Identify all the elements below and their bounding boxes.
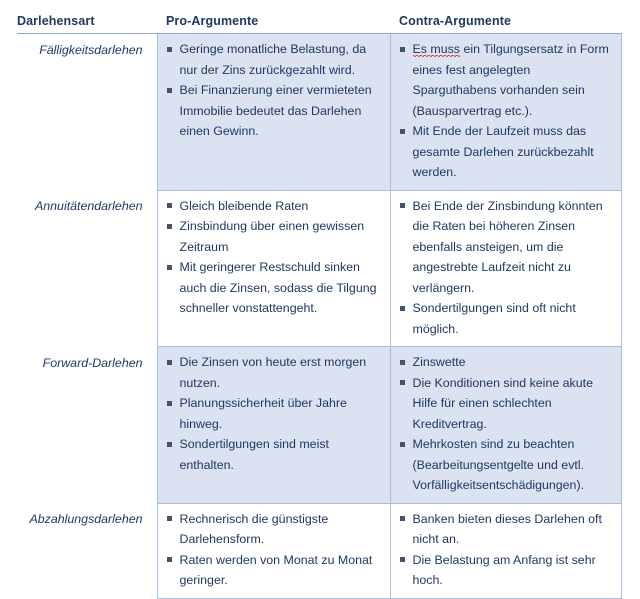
bullet-square-icon	[400, 442, 405, 447]
contra-arguments-cell	[390, 503, 621, 598]
bullet-square-icon	[167, 265, 172, 270]
contra-argument-text: Mehrkosten sind zu beachten (Bearbeitungsentgelte und evtl. Vorfälligkeitsentschädigungen).	[412, 437, 585, 492]
loan-type-cell: Annuitätendarlehen	[17, 190, 157, 347]
contra-arguments-cell	[390, 347, 621, 504]
bullet-square-icon	[400, 557, 405, 562]
pro-argument-item	[166, 393, 384, 434]
contra-argument-text: Banken bieten dieses Darlehen oft nicht an.	[412, 511, 602, 546]
bullet-square-icon	[167, 516, 172, 521]
pro-arguments-cell	[157, 347, 390, 504]
bullet-square-icon	[400, 380, 405, 385]
contra-argument-item	[399, 434, 615, 496]
bullet-square-icon	[167, 203, 172, 208]
contra-argument-item	[399, 373, 615, 435]
contra-argument-item	[399, 196, 615, 299]
table-body	[17, 34, 621, 599]
pro-argument-item	[166, 216, 384, 257]
contra-argument-item	[399, 298, 615, 339]
pro-argument-list	[166, 39, 384, 142]
bullet-square-icon	[167, 47, 172, 52]
contra-argument-list	[399, 509, 615, 591]
pro-argument-item	[166, 352, 384, 393]
table-row	[17, 503, 621, 598]
bullet-square-icon	[400, 360, 405, 365]
contra-argument-item	[399, 352, 615, 373]
pro-argument-text: Planungssicherheit über Jahre hinweg.	[179, 396, 347, 431]
bullet-square-icon	[400, 203, 405, 208]
pro-argument-item	[166, 434, 384, 475]
bullet-square-icon	[167, 557, 172, 562]
contra-argument-text: Mit Ende der Laufzeit muss das gesamte Darlehen zurückbezahlt werden.	[412, 124, 594, 179]
pro-argument-text: Zinsbindung über einen gewissen Zeitraum	[179, 219, 365, 254]
contra-argument-item	[399, 509, 615, 550]
table-row	[17, 34, 621, 191]
pro-argument-list	[166, 352, 384, 475]
bullet-square-icon	[400, 129, 405, 134]
pro-argument-item	[166, 257, 384, 319]
pro-argument-text: Raten werden von Monat zu Monat geringer.	[179, 552, 373, 587]
table-header	[17, 14, 621, 34]
pro-arguments-cell	[157, 190, 390, 347]
contra-argument-item	[399, 550, 615, 591]
bullet-square-icon	[167, 88, 172, 93]
bullet-square-icon	[400, 47, 405, 52]
contra-arguments-cell	[390, 34, 621, 191]
bullet-square-icon	[167, 224, 172, 229]
contra-argument-text: Zinswette	[412, 355, 466, 369]
pro-argument-text: Die Zinsen von heute erst morgen nutzen.	[179, 355, 367, 390]
pro-argument-text: Mit geringerer Restschuld sinken auch die Zinsen, sodass die Tilgung schneller vonstattengeht.	[179, 260, 377, 315]
pro-argument-item	[166, 550, 384, 591]
pro-argument-text: Geringe monatliche Belastung, da nur der Zins zurückgezahlt wird.	[179, 42, 367, 77]
contra-argument-text: Die Belastung am Anfang ist sehr hoch.	[412, 552, 596, 587]
contra-argument-text: Es muss ein Tilgungsersatz in Form eines fest angelegten Sparguthabens vorhanden sein (Bausparvertrag etc.).	[412, 42, 609, 118]
pro-argument-text: Bei Finanzierung einer vermieteten Immobilie bedeutet das Darlehen einen Gewinn.	[179, 83, 372, 138]
pro-argument-item	[166, 509, 384, 550]
header-row	[17, 14, 621, 34]
pro-argument-list	[166, 509, 384, 591]
contra-argument-list	[399, 352, 615, 496]
bullet-square-icon	[167, 442, 172, 447]
contra-argument-text: Sondertilgungen sind oft nicht möglich.	[412, 301, 576, 336]
contra-argument-list	[399, 39, 615, 183]
pro-argument-text: Rechnerisch die günstigste Darlehensform.	[179, 511, 329, 546]
pro-argument-text: Gleich bleibende Raten	[179, 198, 309, 213]
column-header-darlehensart: Darlehensart	[17, 14, 157, 34]
loan-type-cell: Forward-Darlehen	[17, 347, 157, 504]
contra-argument-item	[399, 39, 615, 121]
table-row	[17, 347, 621, 504]
contra-arguments-cell	[390, 190, 621, 347]
pro-argument-item	[166, 196, 384, 217]
pro-argument-text: Sondertilgungen sind meist enthalten.	[179, 437, 329, 472]
loan-type-cell: Fälligkeitsdarlehen	[17, 34, 157, 191]
spellcheck-underlined-text: Es muss	[412, 42, 461, 56]
loan-comparison-table	[17, 14, 622, 599]
pro-argument-list	[166, 196, 384, 319]
column-header-contra-argumente: Contra-Argumente	[390, 14, 621, 34]
bullet-square-icon	[167, 401, 172, 406]
pro-argument-item	[166, 39, 384, 80]
bullet-square-icon	[400, 306, 405, 311]
contra-argument-item	[399, 121, 615, 183]
pro-arguments-cell	[157, 34, 390, 191]
column-header-pro-argumente: Pro-Argumente	[157, 14, 390, 34]
pro-argument-item	[166, 80, 384, 142]
pro-arguments-cell	[157, 503, 390, 598]
loan-type-cell: Abzahlungsdarlehen	[17, 503, 157, 598]
table-row	[17, 190, 621, 347]
contra-argument-text: Die Konditionen sind keine akute Hilfe für einen schlechten Kreditvertrag.	[412, 375, 593, 431]
bullet-square-icon	[400, 516, 405, 521]
contra-argument-text: Bei Ende der Zinsbindung könnten die Raten bei höheren Zinsen ebenfalls ansteigen, um die angestrebte Laufzeit nicht zu verlängern.	[412, 198, 603, 295]
contra-argument-list	[399, 196, 615, 340]
bullet-square-icon	[167, 360, 172, 365]
